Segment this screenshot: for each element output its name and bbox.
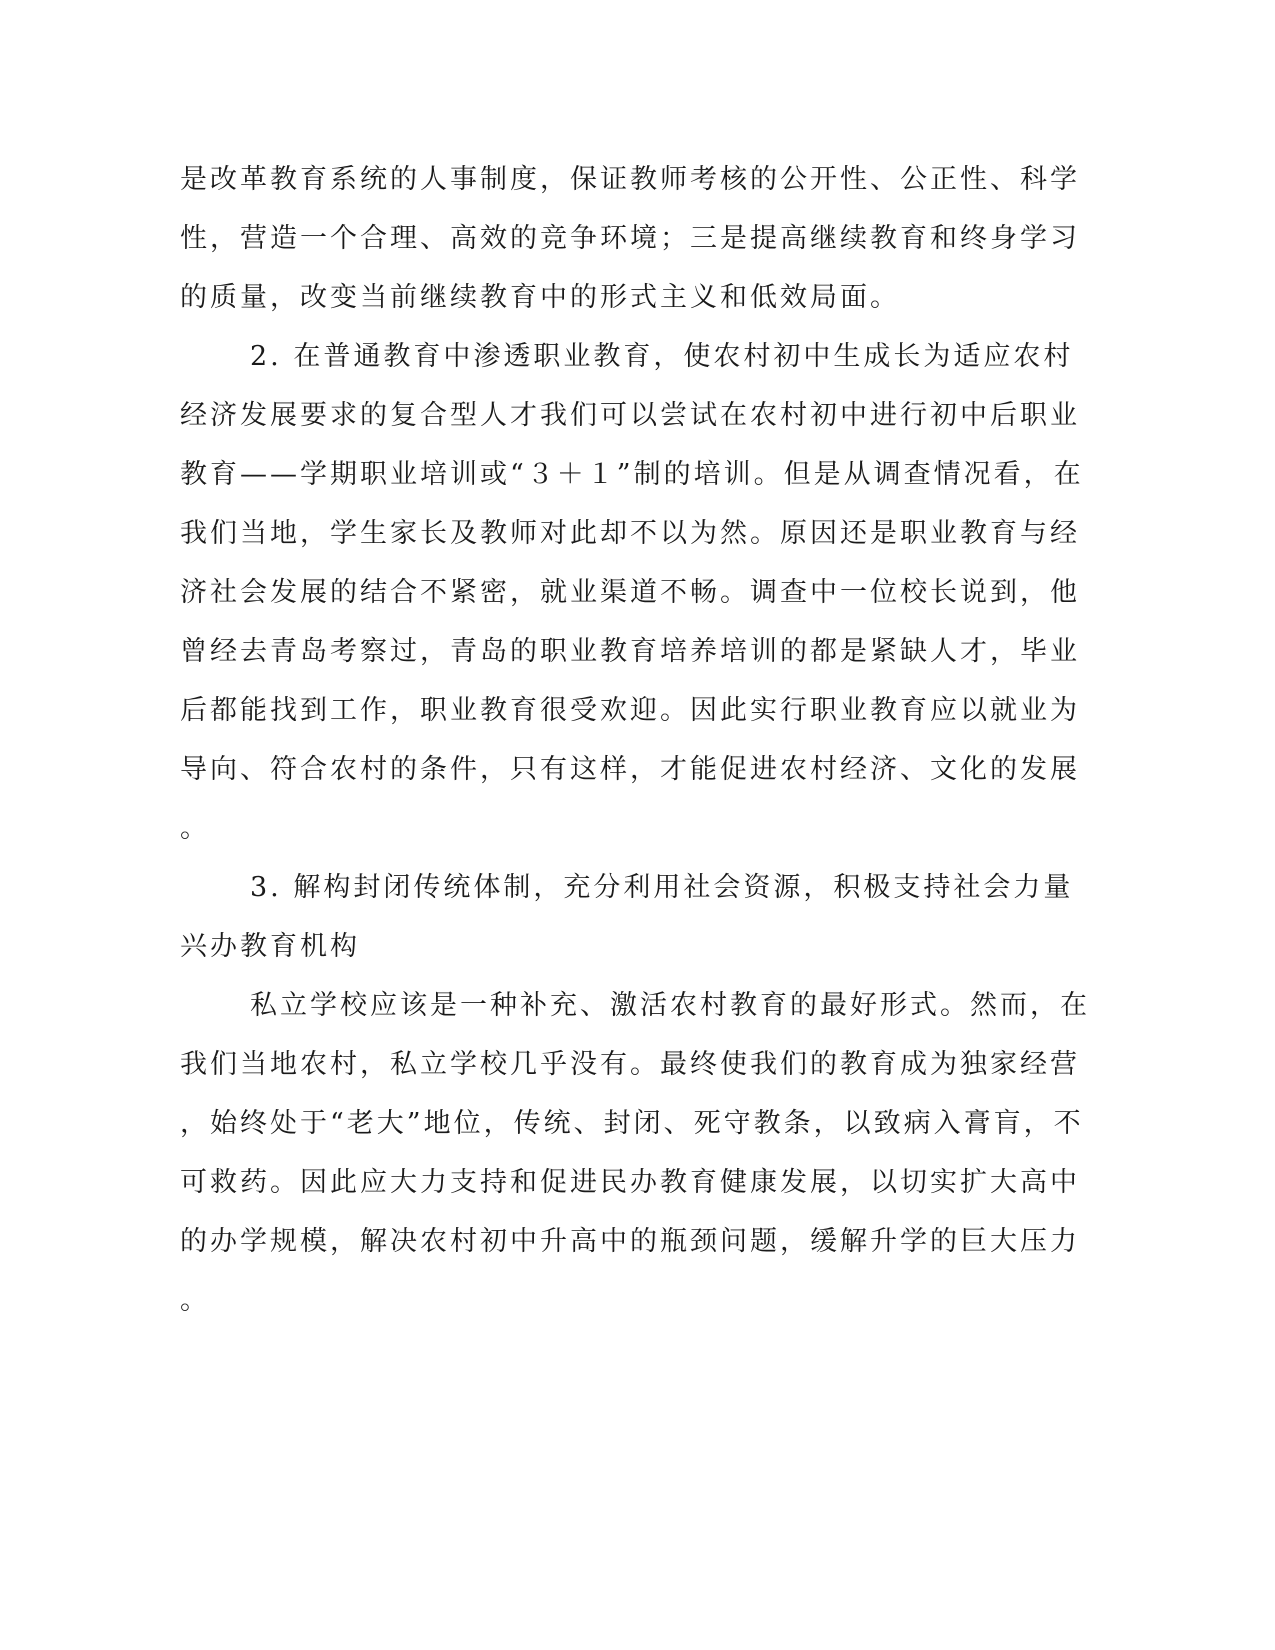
text-line: 的质量，改变当前继续教育中的形式主义和低效局面。	[180, 282, 900, 313]
text-line: 曾经去青岛考察过，青岛的职业教育培养培训的都是紧缺人才，毕业	[180, 636, 1080, 667]
text-line: 的办学规模，解决农村初中升高中的瓶颈问题，缓解升学的巨大压力	[180, 1226, 1080, 1257]
text-line: 导向、符合农村的条件，只有这样，才能促进农村经济、文化的发展	[180, 754, 1080, 785]
text-line: 济社会发展的结合不紧密，就业渠道不畅。调查中一位校长说到，他	[180, 577, 1080, 608]
text-line: 后都能找到工作，职业教育很受欢迎。因此实行职业教育应以就业为	[180, 695, 1080, 726]
text-line: ，始终处于“老大”地位，传统、封闭、死守教条，以致病入膏肓，不	[180, 1108, 1084, 1139]
text-line: 兴办教育机构	[180, 931, 360, 962]
text-line: 可救药。因此应大力支持和促进民办教育健康发展，以切实扩大高中	[180, 1167, 1080, 1198]
text-line: 。	[180, 1285, 210, 1316]
text-line: 。	[180, 813, 210, 844]
text-line: 我们当地，学生家长及教师对此却不以为然。原因还是职业教育与经	[180, 518, 1080, 549]
section-heading-2: 2. 在普通教育中渗透职业教育，使农村初中生成长为适应农村	[250, 341, 1074, 372]
section-heading-3: 3. 解构封闭传统体制，充分利用社会资源，积极支持社会力量	[250, 872, 1074, 903]
paragraph-start: 私立学校应该是一种补充、激活农村教育的最好形式。然而，在	[250, 990, 1090, 1021]
text-line: 教育——学期职业培训或“３＋１”制的培训。但是从调查情况看，在	[180, 459, 1084, 490]
text-line: 性，营造一个合理、高效的竞争环境；三是提高继续教育和终身学习	[180, 223, 1080, 254]
text-line: 我们当地农村，私立学校几乎没有。最终使我们的教育成为独家经营	[180, 1049, 1080, 1080]
text-line: 经济发展要求的复合型人才我们可以尝试在农村初中进行初中后职业	[180, 400, 1080, 431]
text-line: 是改革教育系统的人事制度，保证教师考核的公开性、公正性、科学	[180, 164, 1080, 195]
